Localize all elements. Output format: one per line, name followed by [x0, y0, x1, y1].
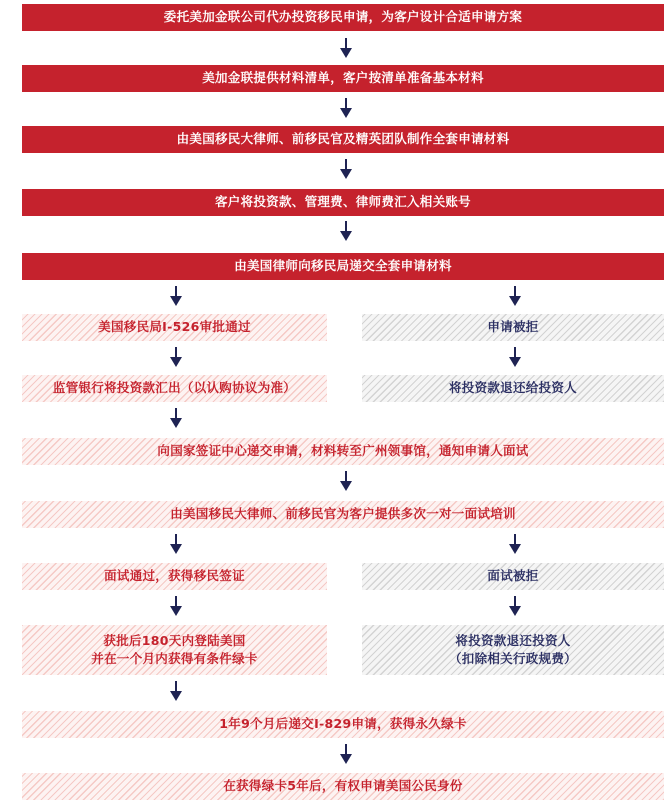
i526-approved-box [22, 314, 327, 341]
arrow-down-icon [340, 744, 352, 764]
interview-training-text: 由美国移民大律师、前移民官为客户提供多次一对一面试培训 [170, 506, 516, 522]
interview-denied-box [362, 563, 664, 590]
refund-minus-fees-line1: 将投资款退还投资人 [455, 632, 571, 648]
arrow-down-icon [170, 534, 182, 554]
interview-training-box [22, 501, 664, 528]
arrow-down-icon [170, 596, 182, 616]
arrow-down-icon [170, 681, 182, 701]
arrow-down-icon [509, 534, 521, 554]
step-4-text: 客户将投资款、管理费、律师费汇入相关账号 [214, 194, 471, 210]
arrow-down-icon [340, 221, 352, 241]
application-denied-text: 申请被拒 [487, 319, 539, 335]
arrow-down-icon [509, 347, 521, 367]
i829-box [22, 711, 664, 738]
arrow-down-icon [340, 159, 352, 179]
refund-text: 将投资款退还给投资人 [448, 380, 577, 396]
i829-text: 1年9个月后递交I-829申请，获得永久绿卡 [219, 716, 467, 732]
release-funds-box [22, 375, 327, 402]
conditional-green-card-line2: 并在一个月内获得有条件绿卡 [91, 651, 258, 666]
nvc-submission-text: 向国家签证中心递交申请，材料转至广州领事馆，通知申请人面试 [157, 443, 529, 459]
step-5-text: 由美国律师向移民局递交全套申请材料 [234, 258, 452, 274]
i526-approved-text: 美国移民局I-526审批通过 [98, 319, 251, 335]
citizenship-box [22, 773, 664, 800]
arrow-down-icon [170, 347, 182, 367]
step-2-text: 美加金联提供材料清单，客户按清单准备基本材料 [202, 70, 484, 86]
interview-passed-text: 面试通过，获得移民签证 [104, 568, 245, 584]
step-5-submit-to-uscis [22, 253, 664, 280]
arrow-down-icon [509, 286, 521, 306]
arrow-down-icon [170, 286, 182, 306]
release-funds-text: 监管银行将投资款汇出（以认购协议为准） [52, 380, 297, 396]
step-3-text: 由美国移民大律师、前移民官及精英团队制作全套申请材料 [176, 131, 510, 147]
arrow-down-icon [340, 98, 352, 118]
step-2-materials-list [22, 65, 664, 92]
step-1-text: 委托美加金联公司代办投资移民申请，为客户设计合适申请方案 [163, 9, 523, 25]
arrow-down-icon [509, 596, 521, 616]
conditional-green-card-line1: 获批后180天内登陆美国 [103, 632, 246, 648]
step-1-commission [22, 4, 664, 31]
step-4-transfer-funds [22, 189, 664, 216]
refund-minus-fees-box [362, 625, 664, 675]
conditional-green-card-box [22, 625, 327, 675]
interview-denied-text: 面试被拒 [487, 568, 539, 584]
interview-passed-box [22, 563, 327, 590]
step-3-prepare-application [22, 126, 664, 153]
refund-box [362, 375, 664, 402]
arrow-down-icon [340, 471, 352, 491]
arrow-down-icon [170, 408, 182, 428]
application-denied-box [362, 314, 664, 341]
arrow-down-icon [340, 38, 352, 58]
refund-minus-fees-line2: （扣除相关行政规费） [448, 651, 577, 666]
citizenship-text: 在获得绿卡5年后，有权申请美国公民身份 [223, 778, 463, 794]
nvc-submission-box [22, 438, 664, 465]
